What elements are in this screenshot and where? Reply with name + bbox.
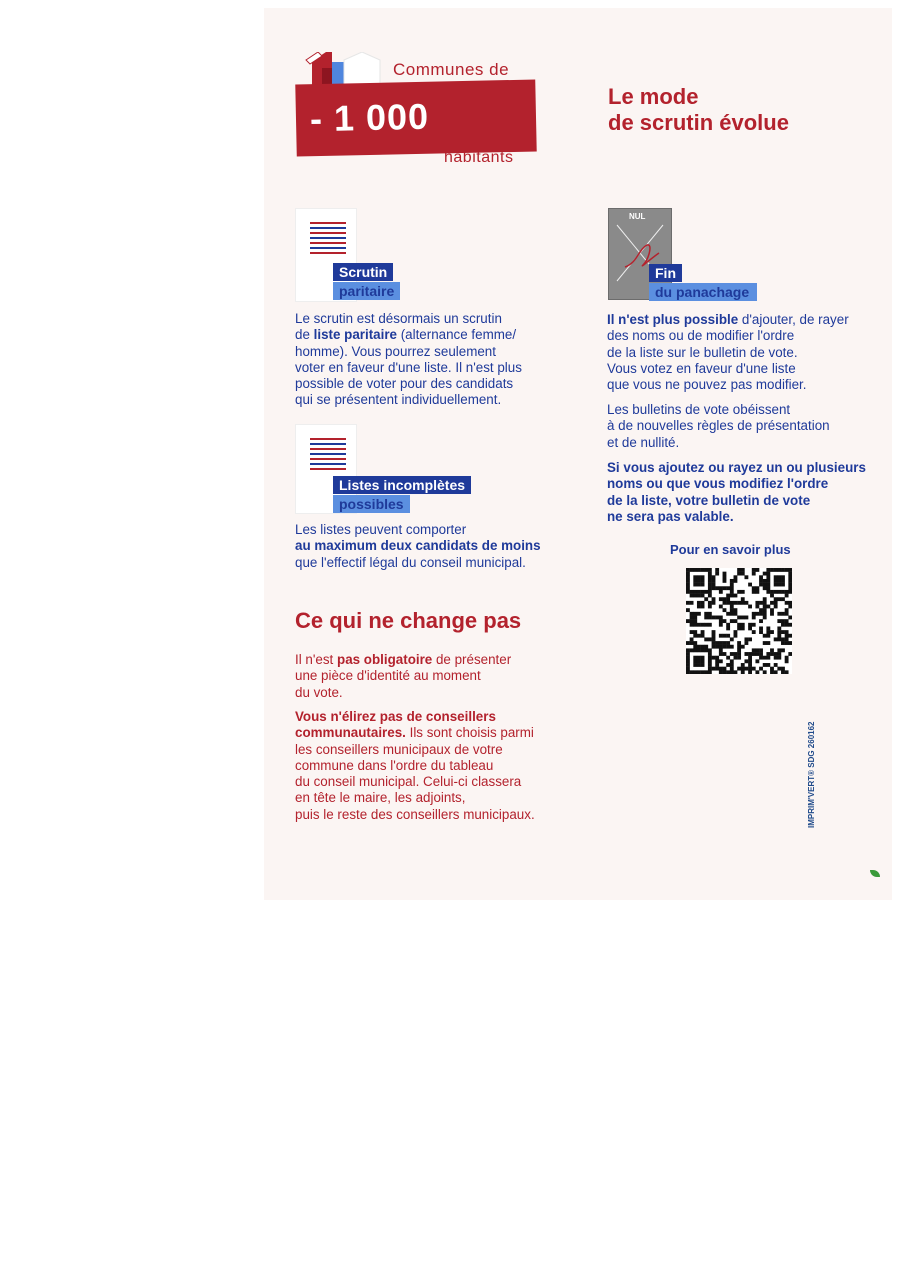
habitants-label: habitants (444, 149, 514, 166)
panachage-tag: Fin du panachage (649, 264, 757, 302)
panachage-text-3: Si vous ajoutez ou rayez un ou plusieurs noms ou que vous modifiez l'ordre de la liste, votre bulletin de vote ne sera pas valable. (607, 460, 866, 524)
population-number: - 1 000 (309, 95, 430, 140)
scrutin-tag: Scrutin paritaire (333, 263, 400, 301)
panachage-text-1: Il n'est plus possible d'ajouter, de rayer des noms ou de modifier l'ordre de la liste sur le bulletin de vote. Vous votez en faveur d'une liste que vous ne pouvez pas modifier. (607, 312, 849, 393)
page-title: Le mode de scrutin évolue (608, 84, 789, 135)
unchanged-title: Ce qui ne change pas (295, 608, 522, 633)
population-banner (295, 79, 536, 156)
imprint-text: IMPRIM'VERT® SDG 260162 (807, 721, 816, 828)
leaflet-page (264, 8, 892, 900)
leaf-icon (870, 870, 880, 877)
listes-tag: Listes incomplètes possibles (333, 476, 471, 514)
unchanged-text-2: Vous n'élirez pas de conseillers communautaires. Ils sont choisis parmi les conseillers municipaux de votre commune dans l'ordre du tableau du conseil municipal. Celui-ci classera en tête le maire, les adjoints, puis le reste des conseillers municipaux. (295, 709, 535, 822)
scrutin-text: Le scrutin est désormais un scrutin de liste paritaire (alternance femme/ homme). Vous pourrez seulement voter en faveur d'une liste. Il n'est plus possible de voter pour des candidats qui se présentent individuellement. (295, 311, 522, 408)
listes-text: Les listes peuvent comporter au maximum deux candidats de moins que l'effectif légal du conseil municipal. (295, 522, 541, 570)
panachage-text-2: Les bulletins de vote obéissent à de nouvelles règles de présentation et de nullité. (607, 402, 830, 450)
communes-label: Communes de (393, 60, 510, 79)
unchanged-text-1: Il n'est pas obligatoire de présenter une pièce d'identité au moment du vote. (295, 652, 512, 700)
qr-code[interactable] (686, 568, 792, 674)
more-info-label: Pour en savoir plus (670, 542, 791, 557)
nul-label: NUL (629, 212, 646, 221)
